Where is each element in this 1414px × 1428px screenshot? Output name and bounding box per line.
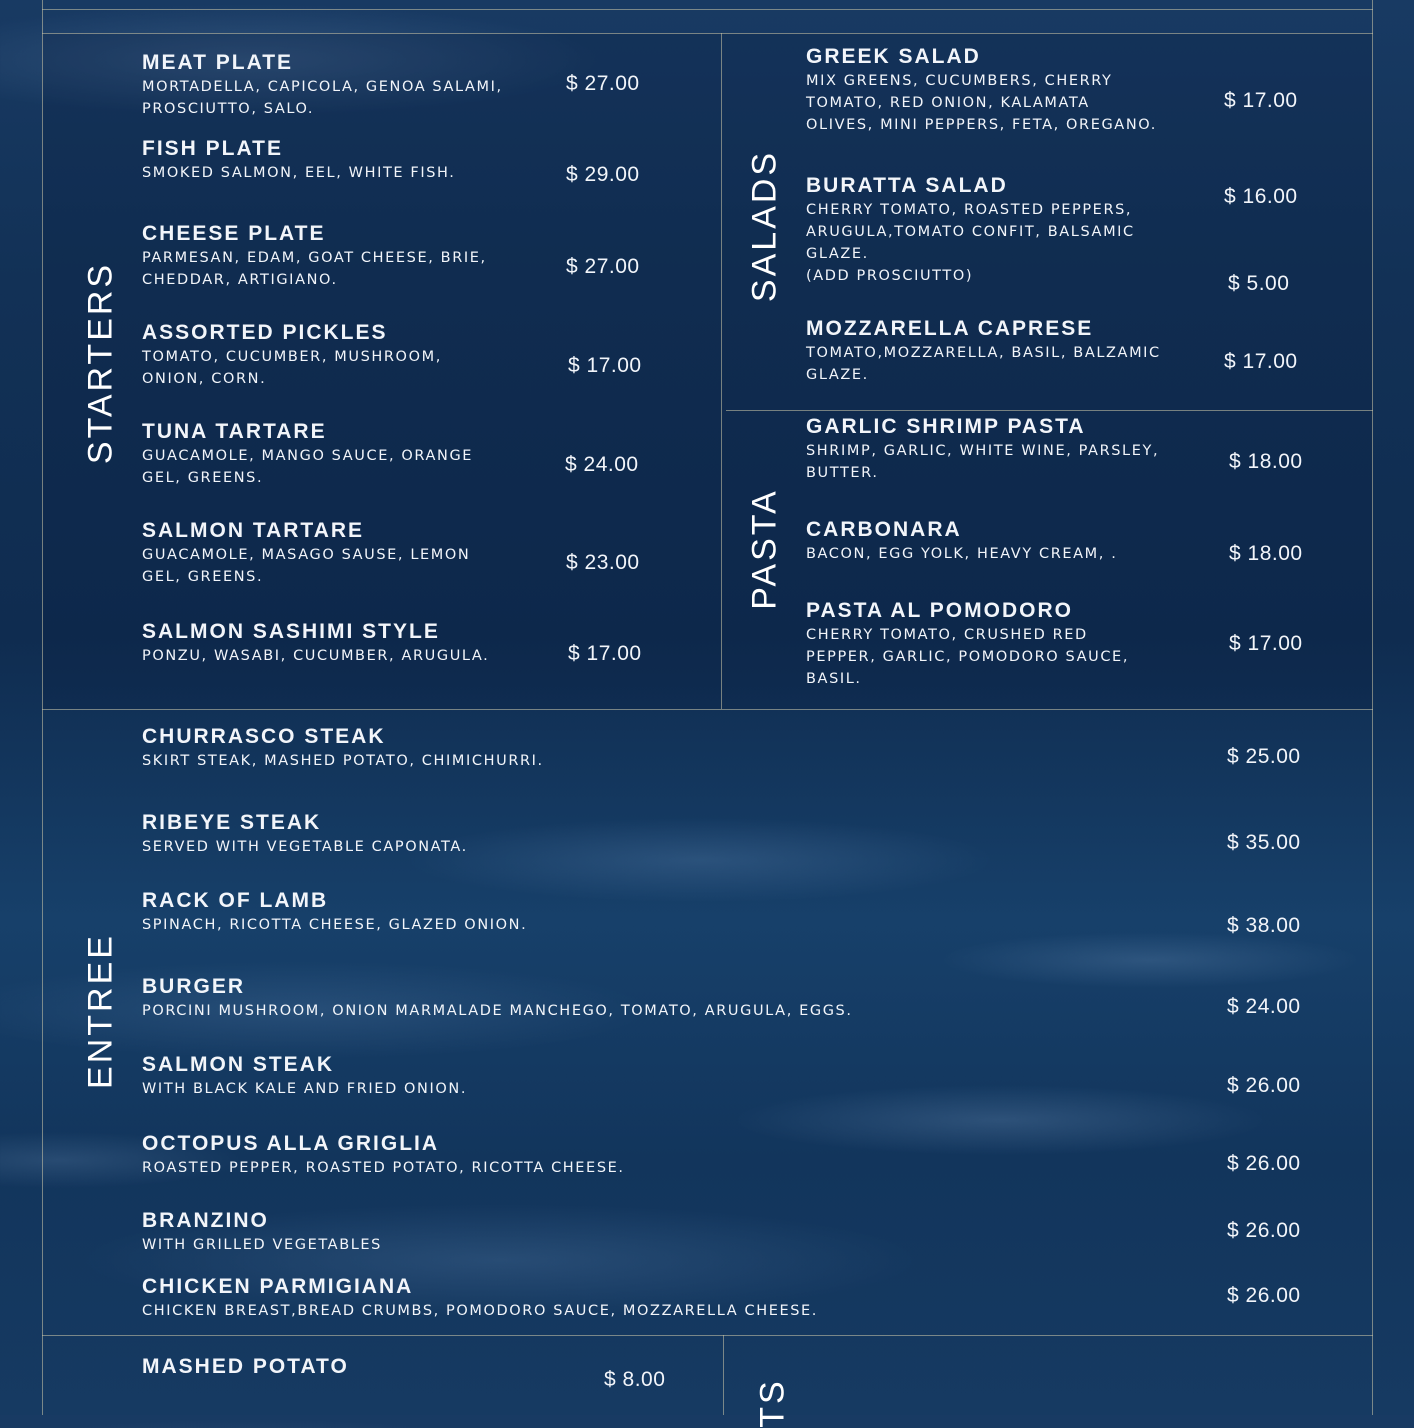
menu-item [806,45,1157,136]
item-price: $ 17.00 [1224,350,1298,373]
menu-item [142,519,470,588]
menu-item [142,1275,818,1322]
item-extra-price: $ 5.00 [1228,272,1290,295]
item-name: GREEK SALAD [806,45,981,68]
item-price: $ 26.00 [1227,1152,1301,1175]
item-description: SERVED WITH VEGETABLE CAPONATA. [142,839,468,855]
item-price: $ 26.00 [1227,1284,1301,1307]
item-name: GARLIC SHRIMP PASTA [806,415,1086,438]
item-name: MASHED POTATO [142,1355,349,1378]
item-price: $ 27.00 [566,72,640,95]
menu-item [806,518,1117,565]
frame-right-rule [1372,0,1373,1415]
item-price: $ 17.00 [1224,89,1298,112]
item-description: MORTADELLA, CAPICOLA, GENOA SALAMI, PROSCIUTTO, SALO. [142,79,503,117]
item-price: $ 24.00 [1227,995,1301,1018]
menu-item [142,811,468,858]
item-name: SALMON STEAK [142,1053,334,1076]
item-name: CHICKEN PARMIGIANA [142,1275,414,1298]
item-description: CHERRY TOMATO, ROASTED PEPPERS, ARUGULA,TOMATO CONFIT, BALSAMIC GLAZE. (ADD PROSCIUTTO) [806,202,1135,284]
section-label-desserts-partial: TS [753,1378,792,1428]
menu-item [142,1132,625,1179]
item-description: SKIRT STEAK, MASHED POTATO, CHIMICHURRI. [142,753,544,769]
menu-item [806,415,1159,484]
item-price: $ 17.00 [1229,632,1303,655]
column-divider-top [721,33,722,709]
item-description: MIX GREENS, CUCUMBERS, CHERRY TOMATO, RED ONION, KALAMATA OLIVES, MINI PEPPERS, FETA, OREGANO. [806,73,1157,133]
item-name: FISH PLATE [142,137,283,160]
menu-item [142,620,489,667]
item-description: GUACAMOLE, MANGO SAUCE, ORANGE GEL, GREENS. [142,448,474,486]
frame-left-rule [42,0,43,1415]
menu-item [142,1053,467,1100]
section-label-starters: STARTERS [81,261,120,465]
item-description: WITH GRILLED VEGETABLES [142,1237,382,1253]
item-description: PARMESAN, EDAM, GOAT CHEESE, BRIE, CHEDDAR, ARTIGIANO. [142,250,487,288]
item-description: CHERRY TOMATO, CRUSHED RED PEPPER, GARLIC, POMODORO SAUCE, BASIL. [806,627,1130,687]
menu-item [142,137,455,184]
item-description: TOMATO, CUCUMBER, MUSHROOM, ONION, CORN. [142,349,442,387]
item-name: SALMON TARTARE [142,519,365,542]
item-price: $ 17.00 [568,354,642,377]
salads-pasta-divider [726,410,1373,411]
item-name: PASTA AL POMODORO [806,599,1073,622]
item-description: PORCINI MUSHROOM, ONION MARMALADE MANCHEGO, TOMATO, ARUGULA, EGGS. [142,1003,853,1019]
item-name: RACK OF LAMB [142,889,329,912]
item-name: SALMON SASHIMI STYLE [142,620,440,643]
item-name: BURATTA SALAD [806,174,1008,197]
menu-item [142,975,853,1022]
item-price: $ 27.00 [566,255,640,278]
item-name: MOZZARELLA CAPRESE [806,317,1094,340]
menu-item [806,317,1161,386]
item-price: $ 8.00 [604,1368,666,1391]
column-divider-bottom [723,1335,724,1415]
item-description: SHRIMP, GARLIC, WHITE WINE, PARSLEY, BUTTER. [806,443,1160,481]
item-description: CHICKEN BREAST,BREAD CRUMBS, POMODORO SAUCE, MOZZARELLA CHEESE. [142,1303,818,1319]
item-name: CARBONARA [806,518,962,541]
item-price: $ 38.00 [1227,914,1301,937]
section-label-pasta: PASTA [745,488,784,610]
item-name: ASSORTED PICKLES [142,321,388,344]
item-name: CHURRASCO STEAK [142,725,386,748]
item-description: SPINACH, RICOTTA CHEESE, GLAZED ONION. [142,917,528,933]
menu-item [142,1355,349,1379]
item-name: RIBEYE STEAK [142,811,322,834]
menu-item [142,222,487,291]
menu-item [142,420,473,489]
menu-item [806,174,1135,287]
section-label-entree: ENTREE [81,933,120,1089]
item-name: CHEESE PLATE [142,222,326,245]
item-description: WITH BLACK KALE AND FRIED ONION. [142,1081,468,1097]
item-description: GUACAMOLE, MASAGO SAUSE, LEMON GEL, GREENS. [142,547,471,585]
item-name: BRANZINO [142,1209,269,1232]
item-description: BACON, EGG YOLK, HEAVY CREAM, . [806,546,1118,562]
item-price: $ 29.00 [566,163,640,186]
item-price: $ 26.00 [1227,1219,1301,1242]
item-price: $ 35.00 [1227,831,1301,854]
menu-item [142,51,503,120]
item-price: $ 17.00 [568,642,642,665]
item-description: TOMATO,MOZZARELLA, BASIL, BALZAMIC GLAZE. [806,345,1161,383]
menu-item [142,321,442,390]
item-price: $ 23.00 [566,551,640,574]
item-price: $ 25.00 [1227,745,1301,768]
bottom-section-rule [42,1335,1373,1336]
item-price: $ 16.00 [1224,185,1298,208]
item-name: MEAT PLATE [142,51,294,74]
menu-item [142,725,544,772]
item-price: $ 26.00 [1227,1074,1301,1097]
item-description: ROASTED PEPPER, ROASTED POTATO, RICOTTA CHEESE. [142,1160,625,1176]
section-label-salads: SALADS [745,149,784,303]
item-price: $ 18.00 [1229,450,1303,473]
menu-item [142,889,527,936]
item-description: PONZU, WASABI, CUCUMBER, ARUGULA. [142,648,490,664]
item-description: SMOKED SALMON, EEL, WHITE FISH. [142,165,456,181]
top-rule-1 [42,9,1373,10]
item-price: $ 18.00 [1229,542,1303,565]
entree-top-rule [42,709,1373,710]
item-name: OCTOPUS ALLA GRIGLIA [142,1132,440,1155]
item-name: TUNA TARTARE [142,420,327,443]
menu-item [142,1209,382,1256]
item-name: BURGER [142,975,246,998]
top-rule-2 [42,33,1373,34]
item-price: $ 24.00 [565,453,639,476]
menu-item [806,599,1129,690]
